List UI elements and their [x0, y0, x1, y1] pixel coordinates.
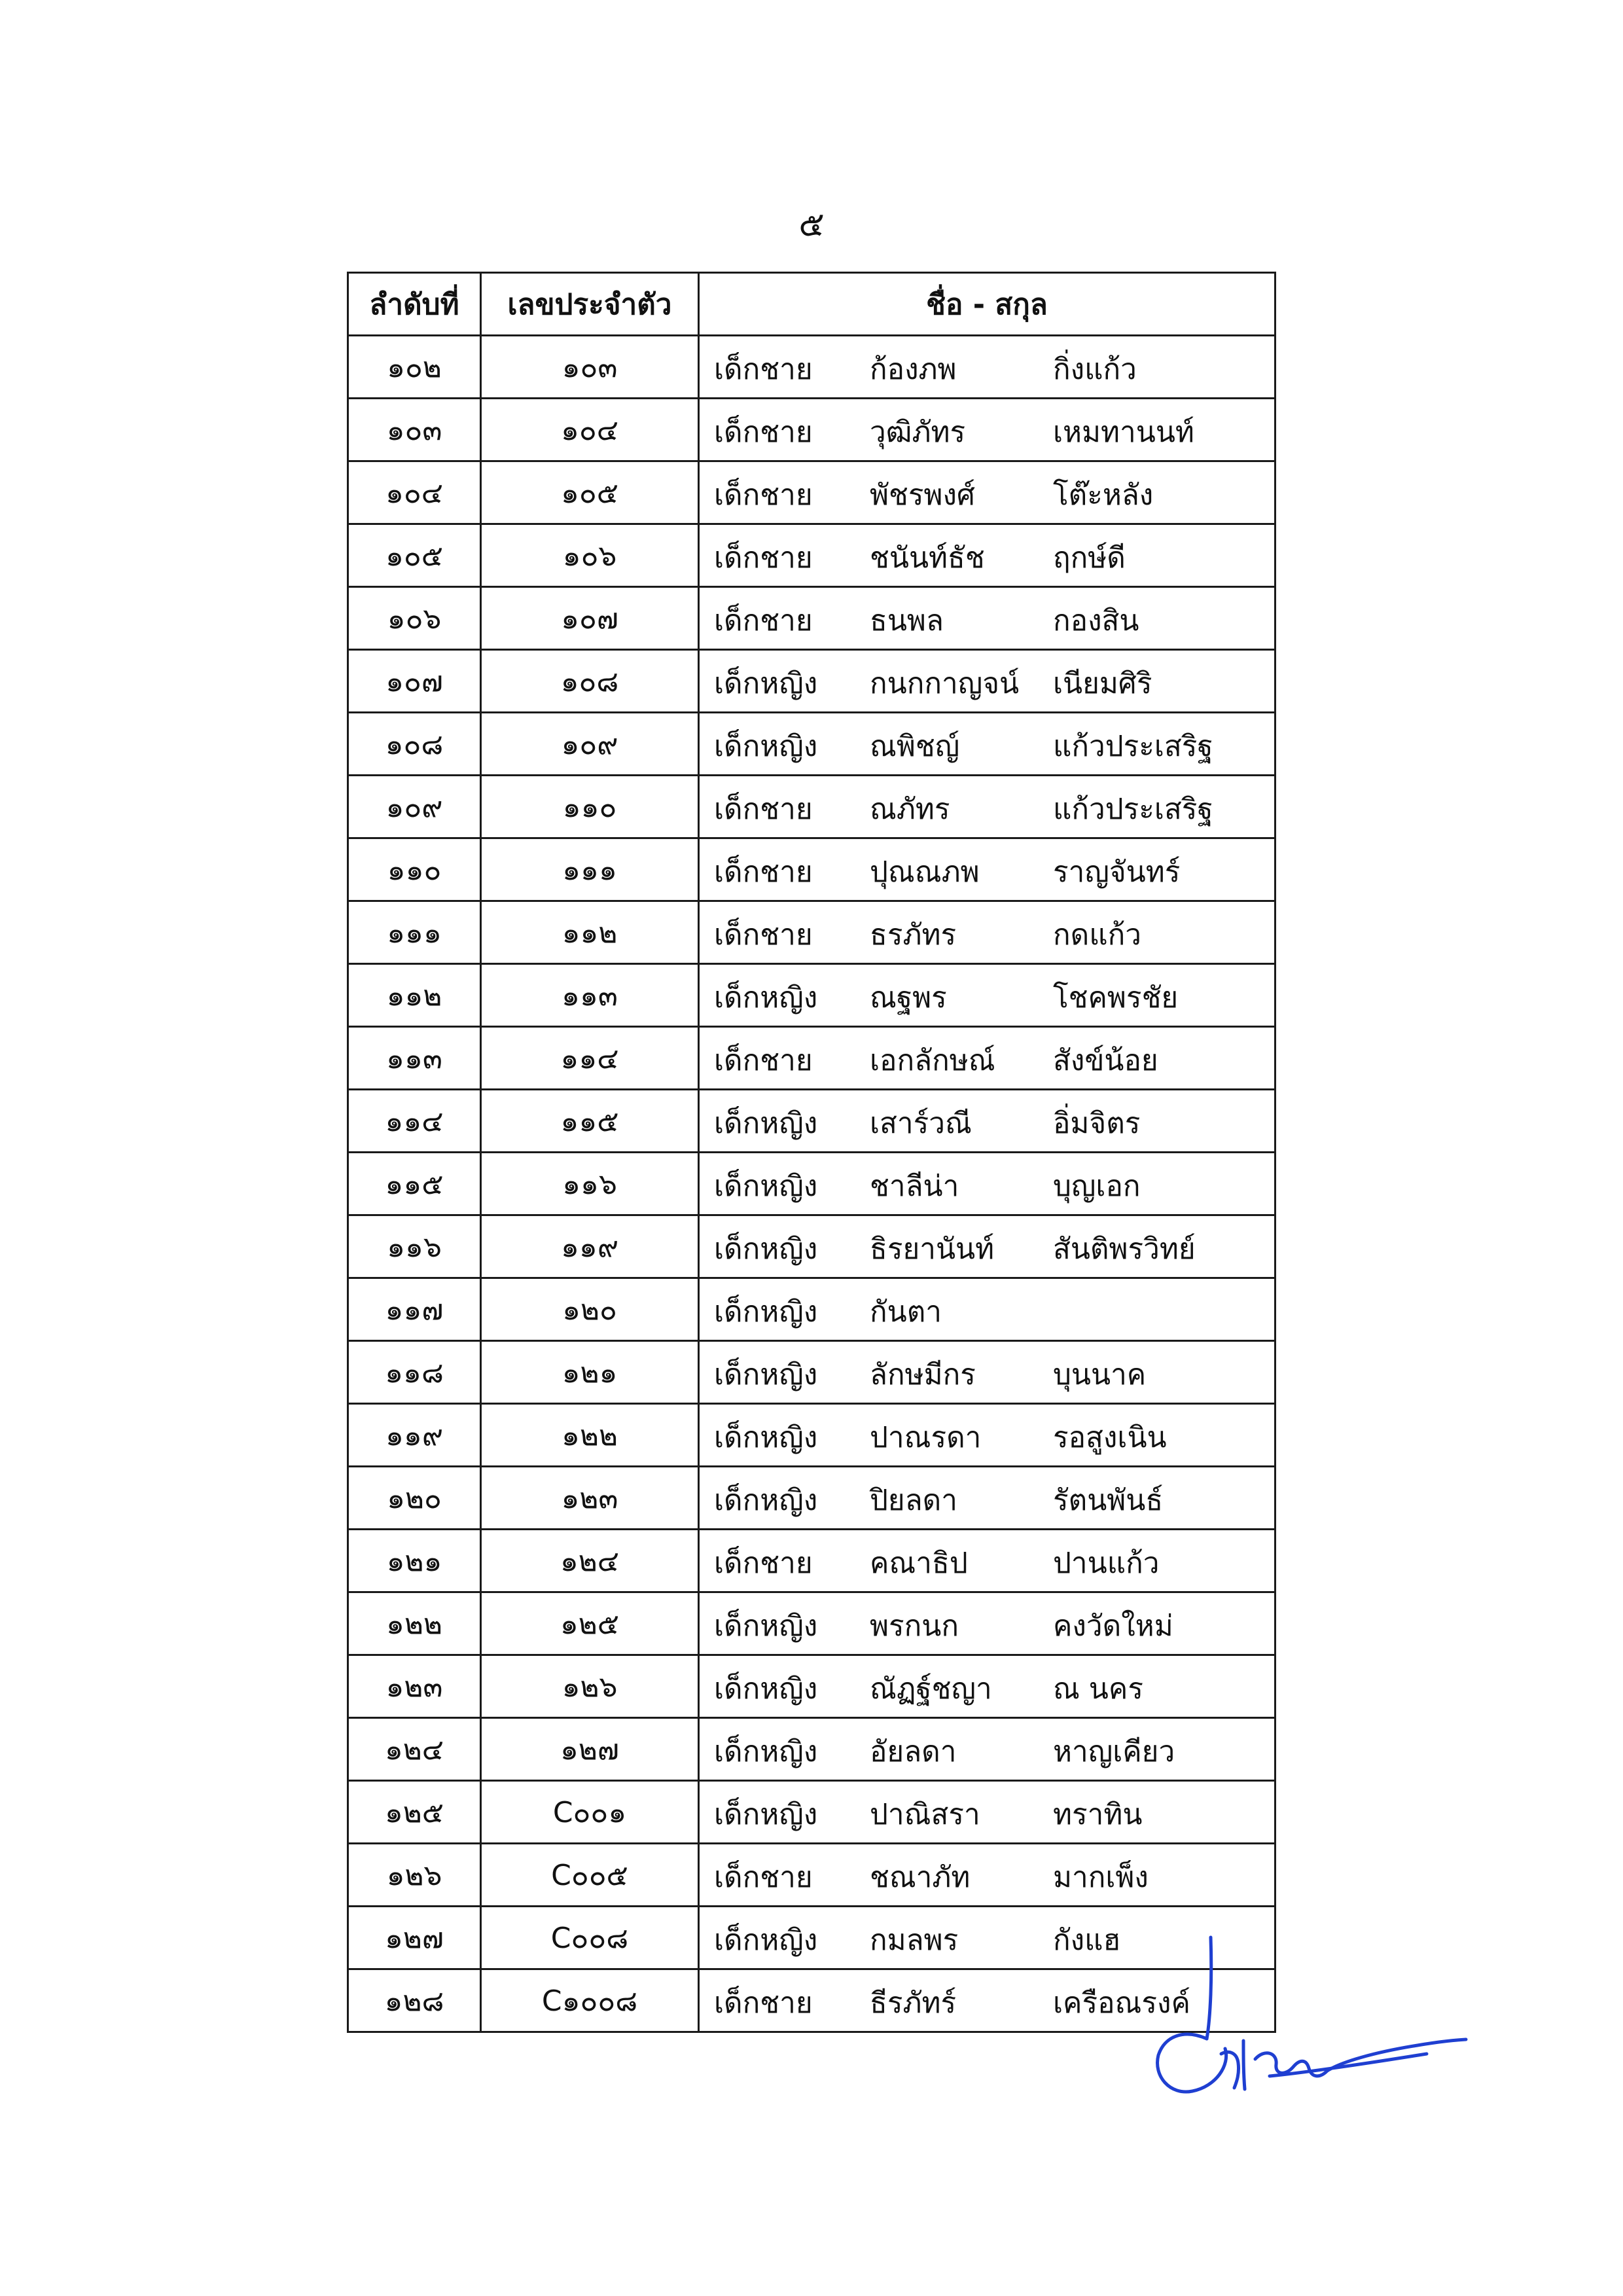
- table-row: [348, 336, 1275, 399]
- name-title: เด็กหญิง: [714, 1672, 818, 1706]
- last-name: อิ่มจิตร: [1053, 1106, 1141, 1140]
- table-row: [348, 1278, 1275, 1341]
- cell-full-name: [699, 1215, 1275, 1278]
- cell-full-name: [699, 524, 1275, 587]
- first-name: พรกนก: [870, 1609, 959, 1643]
- name-title: เด็กหญิง: [714, 666, 818, 700]
- first-name: พัชรพงศ์: [870, 478, 975, 512]
- cell-full-name: [699, 587, 1275, 650]
- cell-sequence: ๑๒๗: [348, 1907, 481, 1969]
- first-name: กนกกาญจน์: [870, 666, 1020, 700]
- cell-sequence: ๑๐๔: [348, 461, 481, 524]
- first-name: ธนพล: [870, 603, 944, 637]
- cell-full-name: [699, 1530, 1275, 1592]
- name-title: เด็กหญิง: [714, 1734, 818, 1768]
- cell-student-id: ๑๒๔: [481, 1530, 699, 1592]
- student-roster-table: [347, 272, 1276, 2033]
- cell-full-name: [699, 336, 1275, 399]
- table-row: [348, 1781, 1275, 1844]
- first-name: ชาลีน่า: [870, 1169, 959, 1203]
- cell-full-name: [699, 1781, 1275, 1844]
- table-row: [348, 964, 1275, 1027]
- last-name: สันติพรวิทย์: [1053, 1232, 1196, 1266]
- last-name: บุญเอก: [1053, 1169, 1141, 1203]
- cell-student-id: ๑๑๖: [481, 1153, 699, 1215]
- first-name: วุฒิภัทร: [870, 415, 966, 449]
- cell-full-name: [699, 1592, 1275, 1655]
- cell-sequence: ๑๐๘: [348, 713, 481, 776]
- cell-full-name: [699, 1027, 1275, 1090]
- table-row: [348, 713, 1275, 776]
- name-title: เด็กหญิง: [714, 729, 818, 763]
- table-row: [348, 1153, 1275, 1215]
- table-row: [348, 1969, 1275, 2032]
- name-title: เด็กชาย: [714, 1860, 813, 1894]
- table-row: [348, 524, 1275, 587]
- cell-full-name: [699, 650, 1275, 713]
- table-row: [348, 399, 1275, 461]
- cell-sequence: ๑๑๒: [348, 964, 481, 1027]
- first-name: ก้องภพ: [870, 352, 957, 386]
- table-row: [348, 1467, 1275, 1530]
- cell-full-name: [699, 1278, 1275, 1341]
- cell-student-id: ๑๐๘: [481, 650, 699, 713]
- cell-student-id: ๑๑๔: [481, 1027, 699, 1090]
- last-name: กิ่งแก้ว: [1053, 352, 1137, 386]
- last-name: กังแฮ: [1053, 1923, 1121, 1957]
- cell-student-id: ๑๑๓: [481, 964, 699, 1027]
- name-title: เด็กชาย: [714, 792, 813, 826]
- page-number: ๕: [798, 205, 825, 244]
- last-name: มากเพ็ง: [1053, 1860, 1149, 1894]
- first-name: ชนันท์ธัช: [870, 541, 985, 575]
- cell-student-id: ๑๒๖: [481, 1655, 699, 1718]
- table-row: [348, 1027, 1275, 1090]
- last-name: ราญจันทร์: [1053, 855, 1181, 889]
- cell-student-id: ๑๒๓: [481, 1467, 699, 1530]
- cell-student-id: ๑๐๗: [481, 587, 699, 650]
- cell-full-name: [699, 1655, 1275, 1718]
- cell-sequence: ๑๑๓: [348, 1027, 481, 1090]
- cell-full-name: [699, 713, 1275, 776]
- cell-student-id: ๑๒๑: [481, 1341, 699, 1404]
- cell-student-id: ๑๐๙: [481, 713, 699, 776]
- first-name: กมลพร: [870, 1923, 959, 1957]
- table-row: [348, 1718, 1275, 1781]
- first-name: คณาธิป: [870, 1546, 968, 1580]
- cell-student-id: ๑๑๒: [481, 901, 699, 964]
- first-name: ปิยลดา: [870, 1483, 957, 1517]
- first-name: ชณาภัท: [870, 1860, 971, 1894]
- name-title: เด็กชาย: [714, 855, 813, 889]
- cell-full-name: [699, 1404, 1275, 1467]
- cell-sequence: ๑๑๙: [348, 1404, 481, 1467]
- cell-student-id: ๑๑๙: [481, 1215, 699, 1278]
- first-name: ณพิชญ์: [870, 729, 960, 763]
- first-name: ณภัทร: [870, 792, 950, 826]
- cell-student-id: ๑๐๔: [481, 399, 699, 461]
- cell-sequence: ๑๐๙: [348, 776, 481, 838]
- name-title: เด็กชาย: [714, 415, 813, 449]
- name-title: เด็กหญิง: [714, 1295, 818, 1329]
- last-name: แก้วประเสริฐ: [1053, 792, 1213, 826]
- cell-full-name: [699, 1090, 1275, 1153]
- first-name: เสาร์วณี: [870, 1106, 972, 1140]
- signature-icon: [1139, 1924, 1479, 2121]
- name-title: เด็กหญิง: [714, 1357, 818, 1391]
- last-name: รอสูงเนิน: [1053, 1420, 1167, 1454]
- cell-student-id: ๑๒๗: [481, 1718, 699, 1781]
- cell-sequence: ๑๒๓: [348, 1655, 481, 1718]
- table-body: [348, 336, 1275, 2032]
- cell-full-name: [699, 461, 1275, 524]
- name-title: เด็กหญิง: [714, 1420, 818, 1454]
- cell-sequence: ๑๐๓: [348, 399, 481, 461]
- cell-full-name: [699, 901, 1275, 964]
- cell-sequence: ๑๒๘: [348, 1969, 481, 2032]
- last-name: แก้วประเสริฐ: [1053, 729, 1213, 763]
- cell-sequence: ๑๑๖: [348, 1215, 481, 1278]
- name-title: เด็กชาย: [714, 1546, 813, 1580]
- cell-sequence: ๑๐๕: [348, 524, 481, 587]
- first-name: เอกลักษณ์: [870, 1043, 995, 1077]
- name-title: เด็กชาย: [714, 541, 813, 575]
- cell-full-name: [699, 1718, 1275, 1781]
- cell-student-id: ๑๐๕: [481, 461, 699, 524]
- cell-full-name: [699, 1467, 1275, 1530]
- cell-full-name: [699, 838, 1275, 901]
- header-name: ชื่อ - สกุล: [699, 273, 1275, 336]
- table-row: [348, 1404, 1275, 1467]
- cell-student-id: ๑๑๕: [481, 1090, 699, 1153]
- table-row: [348, 1530, 1275, 1592]
- table-row: [348, 650, 1275, 713]
- cell-full-name: [699, 964, 1275, 1027]
- name-title: เด็กหญิง: [714, 980, 818, 1014]
- table-row: [348, 461, 1275, 524]
- last-name: คงวัดใหม่: [1053, 1609, 1173, 1643]
- name-title: เด็กชาย: [714, 1986, 813, 2020]
- last-name: ฤกษ์ดี: [1053, 541, 1126, 575]
- first-name: ธีรภัทร์: [870, 1986, 957, 2020]
- name-title: เด็กชาย: [714, 918, 813, 952]
- cell-student-id: ๑๒๐: [481, 1278, 699, 1341]
- cell-full-name: [699, 1153, 1275, 1215]
- cell-student-id: ๑๑๑: [481, 838, 699, 901]
- last-name: เหมทานนท์: [1053, 415, 1194, 449]
- cell-student-id: C๐๐๘: [481, 1907, 699, 1969]
- table-row: [348, 1655, 1275, 1718]
- header-id: เลขประจำตัว: [481, 273, 699, 336]
- name-title: เด็กหญิง: [714, 1609, 818, 1643]
- last-name: โชคพรชัย: [1053, 980, 1179, 1014]
- cell-full-name: [699, 399, 1275, 461]
- last-name: กดแก้ว: [1053, 918, 1141, 952]
- table-row: [348, 1592, 1275, 1655]
- cell-sequence: ๑๒๖: [348, 1844, 481, 1907]
- table-row: [348, 1844, 1275, 1907]
- cell-sequence: ๑๒๑: [348, 1530, 481, 1592]
- cell-sequence: ๑๐๖: [348, 587, 481, 650]
- first-name: กันตา: [870, 1295, 942, 1329]
- cell-student-id: ๑๒๒: [481, 1404, 699, 1467]
- first-name: ธิรยานันท์: [870, 1232, 995, 1266]
- cell-sequence: ๑๐๒: [348, 336, 481, 399]
- last-name: เนียมศิริ: [1053, 666, 1152, 700]
- cell-sequence: ๑๑๔: [348, 1090, 481, 1153]
- cell-full-name: [699, 1844, 1275, 1907]
- name-title: เด็กหญิง: [714, 1923, 818, 1957]
- cell-sequence: ๑๑๐: [348, 838, 481, 901]
- first-name: อัยลดา: [870, 1734, 957, 1768]
- last-name: รัตนพันธ์: [1053, 1483, 1164, 1517]
- cell-sequence: ๑๒๒: [348, 1592, 481, 1655]
- name-title: เด็กชาย: [714, 478, 813, 512]
- table-row: [348, 776, 1275, 838]
- cell-full-name: [699, 776, 1275, 838]
- cell-sequence: ๑๐๗: [348, 650, 481, 713]
- last-name: โต๊ะหลัง: [1053, 478, 1154, 512]
- name-title: เด็กหญิง: [714, 1483, 818, 1517]
- header-sequence: ลำดับที่: [348, 273, 481, 336]
- last-name: ปานแก้ว: [1053, 1546, 1160, 1580]
- cell-student-id: ๑๒๕: [481, 1592, 699, 1655]
- cell-sequence: ๑๑๗: [348, 1278, 481, 1341]
- name-title: เด็กหญิง: [714, 1797, 818, 1831]
- first-name: ณฐพร: [870, 980, 947, 1014]
- cell-sequence: ๑๑๑: [348, 901, 481, 964]
- first-name: ธรภัทร: [870, 918, 957, 952]
- cell-student-id: ๑๑๐: [481, 776, 699, 838]
- name-title: เด็กหญิง: [714, 1106, 818, 1140]
- first-name: ปาณรดา: [870, 1420, 982, 1454]
- last-name: ทราทิน: [1053, 1797, 1143, 1831]
- cell-student-id: C๑๐๐๘: [481, 1969, 699, 2032]
- table-row: [348, 1090, 1275, 1153]
- first-name: ลักษมีกร: [870, 1357, 976, 1391]
- first-name: ปาณิสรา: [870, 1797, 980, 1831]
- table-row: [348, 901, 1275, 964]
- cell-sequence: ๑๑๘: [348, 1341, 481, 1404]
- cell-sequence: ๑๒๐: [348, 1467, 481, 1530]
- last-name: บุนนาค: [1053, 1357, 1147, 1391]
- name-title: เด็กชาย: [714, 603, 813, 637]
- cell-student-id: C๐๐๕: [481, 1844, 699, 1907]
- name-title: เด็กชาย: [714, 1043, 813, 1077]
- name-title: เด็กหญิง: [714, 1169, 818, 1203]
- last-name: หาญเคียว: [1053, 1734, 1175, 1768]
- table-row: [348, 587, 1275, 650]
- last-name: สังข์น้อย: [1053, 1043, 1158, 1077]
- last-name: เครือณรงค์: [1053, 1986, 1190, 2020]
- cell-student-id: C๐๐๑: [481, 1781, 699, 1844]
- first-name: ปุณณภพ: [870, 855, 980, 889]
- cell-sequence: ๑๒๕: [348, 1781, 481, 1844]
- cell-student-id: ๑๐๖: [481, 524, 699, 587]
- name-title: เด็กหญิง: [714, 1232, 818, 1266]
- name-title: เด็กชาย: [714, 352, 813, 386]
- table-row: [348, 838, 1275, 901]
- table-header-row: [348, 273, 1275, 336]
- last-name: ณ นคร: [1053, 1672, 1143, 1706]
- cell-sequence: ๑๒๔: [348, 1718, 481, 1781]
- cell-sequence: ๑๑๕: [348, 1153, 481, 1215]
- last-name: กองสิน: [1053, 603, 1139, 637]
- table-row: [348, 1341, 1275, 1404]
- table-row: [348, 1907, 1275, 1969]
- cell-student-id: ๑๐๓: [481, 336, 699, 399]
- first-name: ณัฏฐ์ชญา: [870, 1672, 992, 1706]
- cell-full-name: [699, 1341, 1275, 1404]
- table-row: [348, 1215, 1275, 1278]
